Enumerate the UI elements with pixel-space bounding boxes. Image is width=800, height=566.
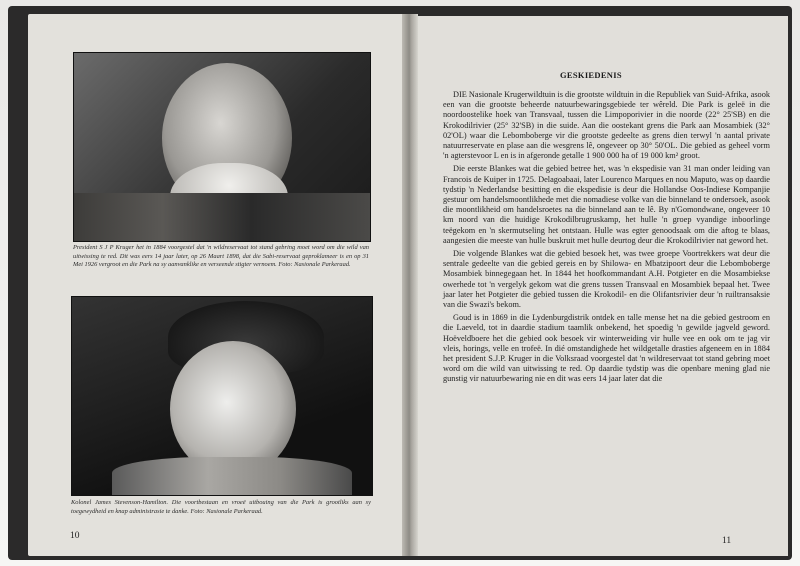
paragraph: DIE Nasionale Krugerwildtuin is die grootste wildtuin in die Republiek van Suid-Afrika, asook een van die grootste beheerde natuurbewaringsgebiede ter wêreld. Die Park is geleë in die noordoostelike hoek van Transvaal, tussen die Limpoporivier in die noorde (22° 25'SB) en die Krokodilrivier (25° 32'SB) in die suide. Aan die oostekant grens die Park aan Mosambiek (32° 02'OL) waar die Lebomboberge vir die grootste gedeelte as grens dien terwyl 'n aantal private natuurreservate en plase aan die wesgrens lê, ongeveer op 30° 50'OL. Die gebied as geheel vorm 'n agterstevoor L en is in afgeronde getalle 1 900 000 ha of 19 000 km² groot. [443,90,770,161]
photo-caption-bottom: Kolonel James Stevenson-Hamilton. Die voortbestaan en vroeë uitbouing van die Park is grootliks aan sy toegewydheid en knap administrasie te danke. Foto: Nasionale Parkeraad. [71,499,371,515]
section-heading: GESKIEDENIS [560,70,622,80]
portrait-photo-kruger [73,52,371,242]
photo-caption-top: President S J P Kruger het in 1884 voorgestel dat 'n wildreservaat tot stand gebring moet word om die wild van uitwissing te red. Dit was eers 14 jaar later, op 26 Maart 1898, dat die Sabi-reservaat geproklameer is en op 31 Mei 1926 vergroot en die Park na sy aanvanklike en verseende stigter vernoem. Foto: Nasionale Parkeraad. [73,244,369,269]
portrait-photo-stevenson-hamilton [71,296,373,496]
paragraph: Die volgende Blankes wat die gebied besoek het, was twee groepe Voortrekkers wat deur die sentrale gedeelte van die gebied gereis en by Shilowa- en Mbatzipoort deur die Lebomboberge Mosambiek binnegegaan het. In 1844 het hoofkommandant A.H. Potgieter en die Mosambiekse owerhede tot 'n vergelyk gekom wat die grens tussen Transvaal en Mosambiek bepaal het. Twee jaar later het Potgieter die gebied tussen die Krokodil- en die Olifantsrivier deur 'n ruiltransaksie van die Swazi's bekom. [443,249,770,310]
paragraph: Die eerste Blankes wat die gebied betree het, was 'n ekspedisie van 31 man onder leiding van Francois de Kuiper in 1725. Delagoabaai, later Lourenco Marques en nou Maputo, was op daardie tydstip 'n Nederlandse besitting en die ekspedisie is deur die Hollandse Oos-Indiese Kompanjie gestuur om handelsmoontlikhede met die nomadiese volke van die binneland te ondersoek, asook die moontlikheid om handelsroetes na die binneland aan te lê. By n'Gomondwane, ongeveer 10 km noord van die huidige Krokodilbrugruskamp, het hulle 'n groep vyandige inboorlinge teëgekom en 'n skermutseling het ontstaan. Hulle was egter genoodsaak om die aftog te blaas, aangesien die meeste van hulle buskruit met hulle deurtog deur die Krokodilrivier nat geword het. [443,164,770,245]
page-number-right: 11 [722,536,732,546]
body-text [443,90,770,388]
paragraph: Goud is in 1869 in die Lydenburgdistrik ontdek en talle mense het na die gebied gestroom en die Laeveld, tot in daardie stadium taamlik onbekend, het spoedig 'n gewilde jagveld geword. Hoëveldboere het die gebied ook besoek vir winterweiding vir hulle vee en ook om te jag vir vleis, horings, velle en trofeë. In dié omstandighede het wildgetalle drasties afgeneem en in 1884 het president S.J.P. Kruger in die Volksraad voorgestel dat 'n wildreservaat tot stand gebring moet word om die wild van uitwissing te red. Op daardie tydstip was die openbare mening glad nie gunstig vir natuurbewaring nie en dit was eers 14 jaar later dat die [443,313,770,384]
page-number-left: 10 [70,531,80,541]
book-spine-gutter [402,14,418,556]
